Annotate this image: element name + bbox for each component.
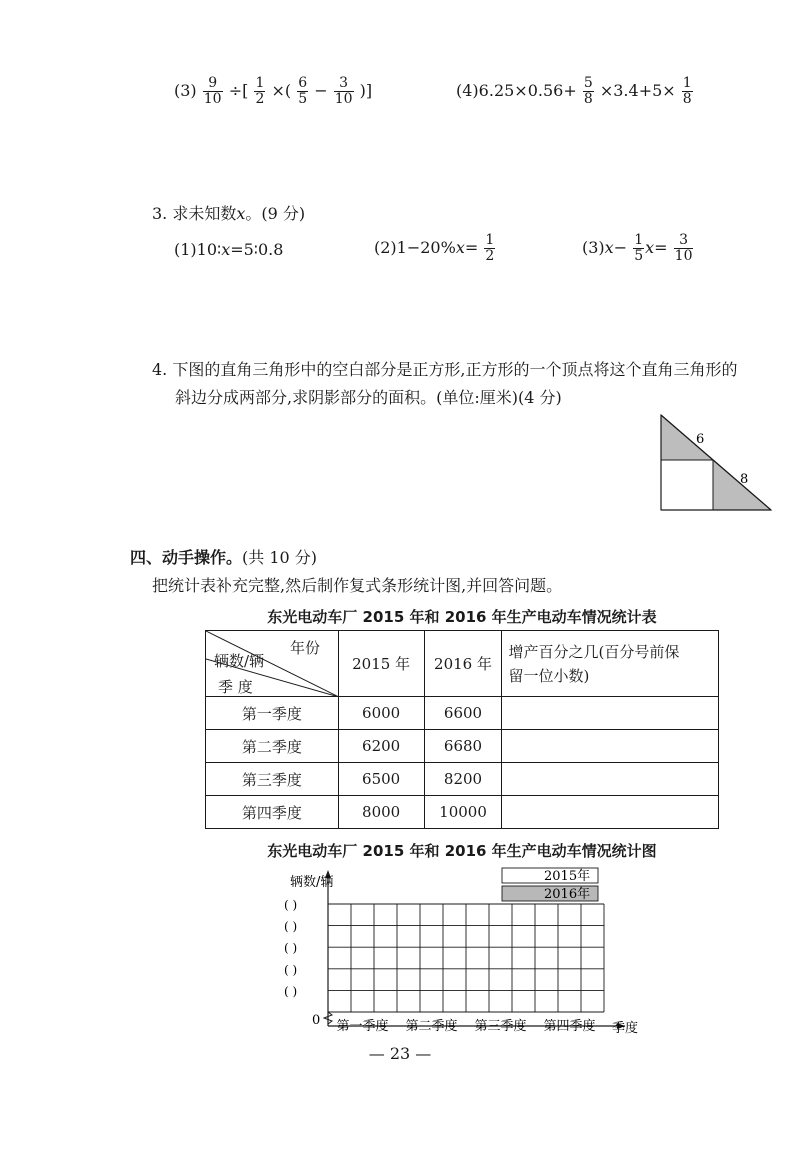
corner-unit-label: 辆数/辆: [214, 652, 265, 670]
y-tick-label: ( ): [284, 898, 298, 912]
equation-1: (1)10∶x=5∶0.8: [174, 240, 284, 259]
y-axis-label: 辆数/辆: [290, 875, 334, 890]
percent-answer-cell[interactable]: [502, 763, 719, 796]
y-tick-label: ( ): [284, 919, 298, 934]
x-category-label: 第四季度: [543, 1019, 596, 1034]
table-row: [206, 730, 719, 763]
season-cell: 第三季度: [206, 763, 339, 796]
y-tick-label: ( ): [284, 941, 298, 956]
corner-header-cell: [206, 631, 339, 697]
season-cell: 第四季度: [206, 796, 339, 829]
triangle-figure: [656, 410, 774, 514]
value-2015-cell: 6000: [338, 697, 424, 730]
value-2015-cell: 8000: [338, 796, 424, 829]
table-title: 东光电动车厂 2015 年和 2016 年生产电动车情况统计表: [267, 608, 657, 626]
value-2015-cell: 6500: [338, 763, 424, 796]
label-8: 8: [740, 472, 749, 487]
calc-problem-3: (3) $\frac{9}{10}$ ÷[ $\frac{1}{2}$ ×( $\frac{6}{5}$ − $\frac{3}{10}$ )]: [174, 75, 373, 107]
fraction-1-8: $\frac{1}{8}$: [682, 75, 692, 107]
corner-year-label: 年份: [290, 639, 321, 657]
fraction-3-10: $\frac{3}{10}$: [334, 75, 353, 107]
origin-label: 0: [312, 1013, 321, 1028]
fraction-1-5: $\frac{1}{5}$: [634, 232, 644, 264]
equation-2: (2)1−20%x= $\frac{1}{2}$: [374, 232, 495, 264]
fraction-9-10: $\frac{9}{10}$: [203, 75, 222, 107]
percent-answer-cell[interactable]: [502, 730, 719, 763]
corner-season-label: 季 度: [218, 678, 253, 696]
value-2015-cell: 6200: [338, 730, 424, 763]
value-2016-cell: 10000: [424, 796, 502, 829]
legend-label: 2015年: [544, 869, 591, 884]
legend-label: 2016年: [544, 887, 591, 902]
fraction-1-2-answer: $\frac{1}{2}$: [485, 232, 495, 264]
fraction-6-5: $\frac{6}{5}$: [298, 75, 308, 107]
bar-chart: [280, 866, 650, 1038]
season-cell: 第一季度: [206, 697, 339, 730]
header-2016: 2016 年: [424, 631, 502, 697]
table-row: [206, 697, 719, 730]
percent-answer-cell[interactable]: [502, 796, 719, 829]
calc-problem-4: (4)6.25×0.56+ $\frac{5}{8}$ ×3.4+5× $\frac{1}{8}$: [456, 75, 692, 107]
x-axis-label: 季度: [612, 1021, 639, 1036]
header-2015: 2015 年: [338, 631, 424, 697]
section-3-title: 3. 求未知数x。(9 分): [152, 204, 306, 223]
y-tick-label: ( ): [284, 984, 298, 999]
percent-answer-cell[interactable]: [502, 697, 719, 730]
x-category-label: 第二季度: [405, 1019, 458, 1034]
part-4-instruction: 把统计表补充完整,然后制作复式条形统计图,并回答问题。: [152, 576, 563, 595]
section-4-line-2: 斜边分成两部分,求阴影部分的面积。(单位:厘米)(4 分): [175, 388, 562, 407]
statistics-table: [205, 630, 719, 829]
fraction-5-8: $\frac{5}{8}$: [583, 75, 593, 107]
label-6: 6: [696, 432, 705, 447]
chart-title: 东光电动车厂 2015 年和 2016 年生产电动车情况统计图: [267, 842, 657, 860]
fraction-3-10-answer: $\frac{3}{10}$: [674, 232, 693, 264]
page-number: — 23 —: [368, 1044, 432, 1063]
x-category-label: 第三季度: [474, 1019, 527, 1034]
fraction-1-2: $\frac{1}{2}$: [255, 75, 265, 107]
section-4-line-1: 4. 下图的直角三角形中的空白部分是正方形,正方形的一个顶点将这个直角三角形的: [152, 360, 738, 379]
value-2016-cell: 6680: [424, 730, 502, 763]
x-category-label: 第一季度: [336, 1019, 389, 1034]
equation-3: (3)x− $\frac{1}{5}$ x= $\frac{3}{10}$: [582, 232, 693, 264]
y-tick-label: ( ): [284, 962, 298, 977]
value-2016-cell: 8200: [424, 763, 502, 796]
square: [661, 460, 713, 510]
value-2016-cell: 6600: [424, 697, 502, 730]
header-percent: 增产百分之几(百分号前保 留一位小数): [502, 631, 719, 697]
season-cell: 第二季度: [206, 730, 339, 763]
part-4-heading: 四、动手操作。(共 10 分): [130, 548, 318, 567]
table-row: [206, 796, 719, 829]
table-row: [206, 763, 719, 796]
table-header-row: [206, 631, 719, 697]
